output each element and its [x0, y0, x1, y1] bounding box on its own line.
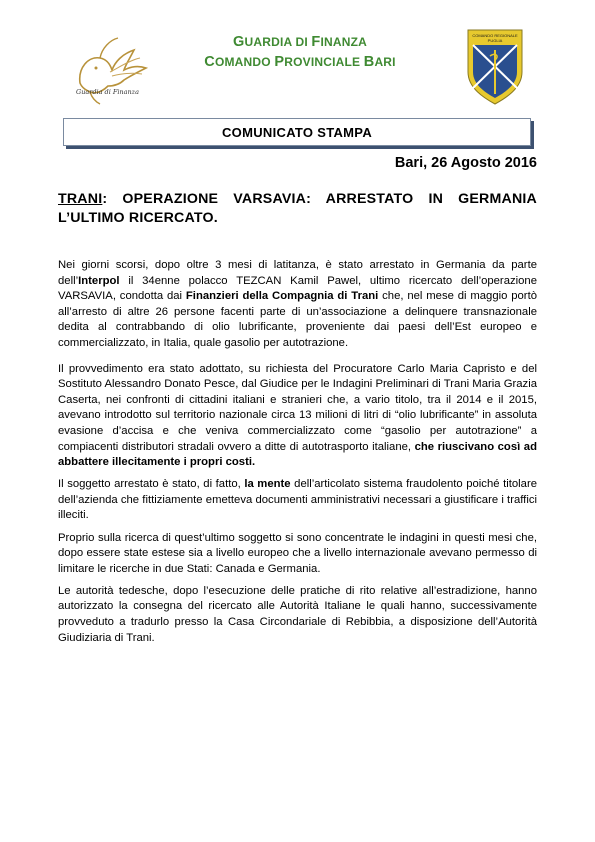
- text-run: che, nel mese di maggio portò all’arresto di altre 26 persone facenti parte di un’associazione a delinquere transnazionale dedita al contrabbando di olio lubrificante, proveniente dai paesi dell’Est europeo e commercializzato, in Italia, quale gasolio per autotrazione.: [58, 290, 537, 349]
- article-body: [58, 258, 537, 653]
- organization-line-2: [150, 52, 450, 72]
- text-run: Il soggetto arrestato è stato, di fatto,: [58, 478, 245, 491]
- initial-letter: B: [363, 54, 375, 70]
- organization-line-1: [150, 32, 450, 52]
- release-date: Bari, 26 Agosto 2016: [394, 155, 537, 171]
- headline: [58, 190, 537, 228]
- title-fragment: ROVINCIALE: [284, 55, 364, 69]
- text-run: Nei giorni scorsi, dopo oltre 3 mesi di latitanza, è stato arrestato in Germania da parte dell’: [58, 259, 537, 287]
- headline-location: TRANI: [58, 191, 103, 207]
- headline-text: : OPERAZIONE VARSAVIA: ARRESTATO IN GERMANIA L’ULTIMO RICERCATO.: [58, 191, 537, 226]
- initial-letter: G: [233, 34, 245, 50]
- title-fragment: OMANDO: [214, 55, 275, 69]
- title-fragment: UARDIA DI: [244, 35, 312, 49]
- initial-letter: P: [274, 54, 285, 70]
- text-run: dell’articolato sistema fraudolento poiché titolare dell’azienda che fittiziamente emetteva documenti amministrativi necessari a giustificare i traffici illeciti.: [58, 478, 537, 522]
- paragraph-5: Le autorità tedesche, dopo l’esecuzione delle pratiche di rito relative all’estradizione, hanno autorizzato la consegna del ricercato alle Autorità Italiane le quali hanno, successivamente provveduto a tradurlo presso la Casa Circondariale di Rebibbia, a disposizione dell’Autorità Giudiziaria di Trani.: [58, 584, 537, 644]
- griffin-logo-icon: [60, 28, 155, 113]
- title-fragment: ARI: [374, 55, 396, 69]
- text-run: Il provvedimento era stato adottato, su richiesta del Procuratore Carlo Maria Capristo e del Sostituto Alessandro Donato Pesce, dal Giudice per le Indagini Preliminari di Trani Maria Grazia Caserta, nei confronti di cittadini italiani e stranieri che, a vario titolo, tra il 2014 e il 2015, avevano introdotto sul territorio nazionale circa 13 milioni di litri di “olio lubrificante” in assoluta evasione d’accisa e che veniva commercializzato come “gasolio per autotrazione” a compiacenti distributori stradali ovvero a ditte di autotrasporto italiane,: [58, 362, 537, 453]
- press-release-banner: [63, 118, 531, 146]
- bold-text-run: Interpol: [78, 274, 120, 287]
- bold-text-run: che riuscivano così ad abbattere illecitamente i propri costi.: [58, 440, 537, 469]
- paragraph-3: [58, 477, 537, 524]
- paragraph-2: [58, 362, 537, 471]
- initial-letter: F: [311, 34, 321, 50]
- title-fragment: INANZA: [320, 35, 367, 49]
- text-run: il 34enne polacco TEZCAN Kamil Pawel, ultimo ricercato dell’operazione VARSAVIA, condotta dai: [58, 274, 537, 303]
- regional-command-shield-icon: [466, 28, 524, 106]
- paragraph-4: Proprio sulla ricerca di quest’ultimo soggetto si sono concentrate le indagini in questi mesi che, dopo essere state estese sia a livello europeo che a livello internazionale avevano permesso di limitare le ricerche in due Stati: Canada e Germania.: [58, 531, 537, 575]
- initial-letter: C: [204, 54, 215, 70]
- shield-label-2: PUGLIA: [487, 38, 503, 43]
- banner-label: COMUNICATO STAMPA: [221, 124, 373, 140]
- logo-caption: Guardia di Finanza: [76, 88, 139, 96]
- organization-title: [150, 32, 450, 72]
- paragraph-1: [58, 258, 537, 352]
- shield-label-1: COMANDO REGIONALE: [472, 33, 518, 38]
- bold-text-run: la mente: [244, 478, 291, 491]
- bold-text-run: Finanzieri della Compagnia di Trani: [185, 290, 379, 303]
